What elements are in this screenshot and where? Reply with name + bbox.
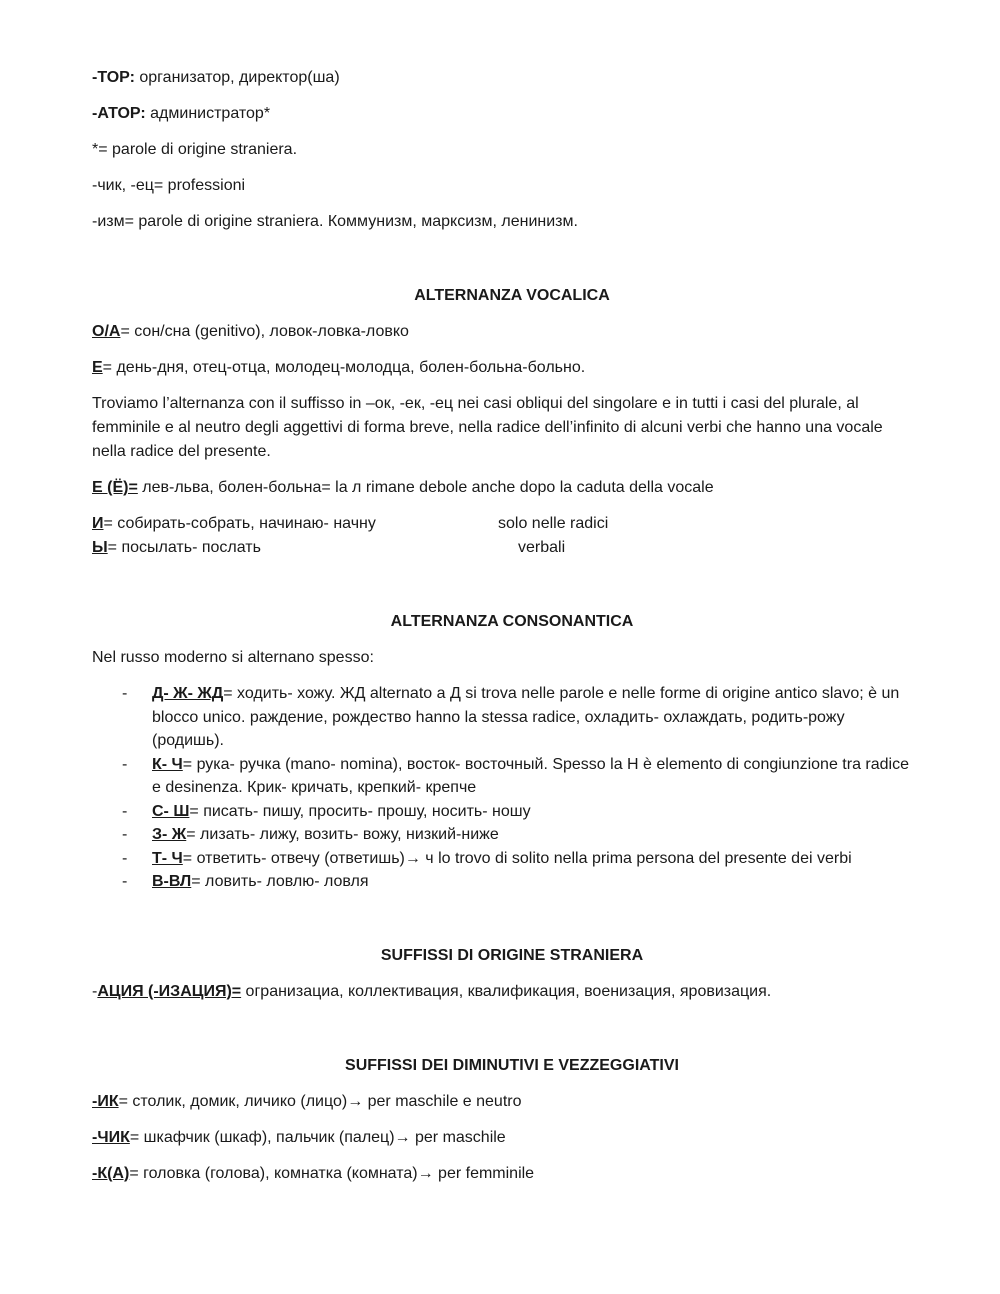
eyo-line bbox=[92, 476, 932, 500]
e-label: Е bbox=[92, 359, 103, 376]
item-text: = рука- ручка (mano- nomina), восток- восточный. Spesso la Н è elemento di congiunzione tra radice bbox=[182, 755, 909, 773]
list-item bbox=[92, 753, 932, 800]
izm-line: -изм= parole di origine straniera. Коммунизм, марксизм, ленинизм. bbox=[92, 213, 578, 230]
ka-text: = головка (голова), комнатка (комната)→ per femminile bbox=[129, 1164, 535, 1182]
i-line bbox=[92, 512, 932, 536]
item-text: e desinenza. Крик- кричать, крепкий- крепче bbox=[152, 779, 477, 796]
item-label: Т- Ч bbox=[152, 849, 183, 867]
heading-straniera: SUFFISSI DI ORIGINE STRANIERA bbox=[380, 946, 644, 964]
tor-text: организатор, директор(ша) bbox=[134, 69, 340, 86]
dash-mark: - bbox=[122, 802, 128, 820]
aciya-line bbox=[92, 980, 932, 1004]
chik-diminutive-line bbox=[92, 1126, 932, 1150]
oa-text: = сон/сна (genitivo), ловок-ловка-ловко bbox=[120, 323, 409, 340]
paragraph-line: femminile e al neutro degli aggettivi di forma breve, nella radice dell’infinito di alcuni verbi che hanno una vocale bbox=[92, 419, 883, 436]
item-label: З- Ж bbox=[152, 826, 187, 843]
list-item bbox=[92, 870, 932, 894]
paragraph-line: nella radice del presente. bbox=[92, 443, 271, 460]
i-label: И bbox=[92, 515, 104, 532]
list-item bbox=[92, 682, 932, 753]
chik-label: -ЧИК bbox=[92, 1128, 130, 1146]
paragraph-line: Troviamo l’alternanza con il suffisso in –ок, -ек, -ец nei casi obliqui del singolare e in tutti i casi del plurale, al bbox=[92, 395, 859, 412]
e-text: = день-дня, отец-отца, молодец-молодца, болен-больна-больно. bbox=[102, 359, 586, 376]
dash-mark: - bbox=[122, 826, 128, 843]
dash-mark: - bbox=[122, 755, 128, 773]
ator-text: администратор* bbox=[145, 105, 271, 122]
item-label: Д- Ж- ЖД bbox=[152, 685, 224, 702]
tor-label: -ТОР: bbox=[92, 69, 135, 86]
heading-consonantica: ALTERNANZA CONSONANTICA bbox=[390, 613, 634, 630]
consonantica-intro: Nel russo moderno si alternano spesso: bbox=[92, 649, 374, 666]
ik-label: -ИК bbox=[92, 1092, 119, 1110]
chik-line: -чик, -ец= professioni bbox=[92, 177, 246, 194]
tor-line bbox=[92, 66, 932, 90]
dash-mark: - bbox=[122, 849, 128, 867]
ka-line bbox=[92, 1162, 932, 1186]
alternation-paragraph bbox=[92, 392, 932, 464]
item-text: = ответить- отвечу (ответишь)→ ч lo trovo di solito nella prima persona del presente dei verbi bbox=[182, 849, 852, 867]
ik-text: = столик, домик, личико (лицо)→ per maschile e neutro bbox=[118, 1092, 522, 1110]
item-text: (родишь). bbox=[152, 732, 224, 749]
ator-line bbox=[92, 102, 932, 126]
i-note: solo nelle radici bbox=[498, 515, 609, 532]
dash-mark: - bbox=[122, 685, 128, 702]
ik-line bbox=[92, 1090, 932, 1114]
y-line bbox=[92, 536, 932, 560]
aciya-text: огранизациa, коллективация, квалификация, военизация, яровизация. bbox=[241, 982, 772, 1000]
y-text: = посылать- послать bbox=[107, 539, 261, 556]
document-page bbox=[92, 66, 932, 1186]
list-item bbox=[92, 800, 932, 824]
list-item bbox=[92, 847, 932, 871]
consonant-list bbox=[92, 682, 932, 894]
dash-mark: - bbox=[122, 873, 128, 890]
heading-vocalica: ALTERNANZA VOCALICA bbox=[414, 287, 610, 304]
item-text: = ловить- ловлю- ловля bbox=[191, 873, 369, 890]
ka-label: -К(А) bbox=[92, 1164, 130, 1182]
item-text: = писать- пишу, просить- прошу, носить- ношу bbox=[189, 802, 531, 820]
chik-text: = шкафчик (шкаф), пальчик (палец)→ per maschile bbox=[129, 1128, 506, 1146]
aciya-label: АЦИЯ (-ИЗАЦИЯ)= bbox=[97, 982, 242, 1000]
oa-label: О/А bbox=[92, 323, 121, 340]
ator-label: -АТОР: bbox=[92, 105, 146, 122]
list-item bbox=[92, 823, 932, 847]
item-text: = лизать- лижу, возить- вожу, низкий-ниже bbox=[186, 826, 499, 843]
e-line bbox=[92, 356, 932, 380]
item-label: К- Ч bbox=[152, 755, 183, 773]
item-label: С- Ш bbox=[152, 802, 190, 820]
aciya-prefix: - bbox=[92, 982, 98, 1000]
y-note: verbali bbox=[518, 539, 566, 556]
eyo-text: лев-льва, болен-больна= la л rimane debole anche dopo la caduta della vocale bbox=[137, 479, 714, 496]
oa-line bbox=[92, 320, 932, 344]
i-text: = собирать-собрать, начинаю- начну bbox=[103, 515, 376, 532]
eyo-label: Е (Ё)= bbox=[92, 479, 138, 496]
y-label: Ы bbox=[92, 539, 108, 556]
heading-diminutivi: SUFFISSI DEI DIMINUTIVI E VEZZEGGIATIVI bbox=[345, 1056, 679, 1074]
item-text: blocco unico. раждение, рождество hanno la stessa radice, охладить- охлаждать, родить-рожу bbox=[152, 708, 845, 726]
item-label: В-ВЛ bbox=[152, 873, 192, 890]
foreign-note: *= parole di origine straniera. bbox=[92, 141, 298, 158]
item-text: = ходить- хожу. ЖД alternato a Д si trova nelle parole e nelle forme di origine antico slavo; è un bbox=[223, 685, 900, 702]
